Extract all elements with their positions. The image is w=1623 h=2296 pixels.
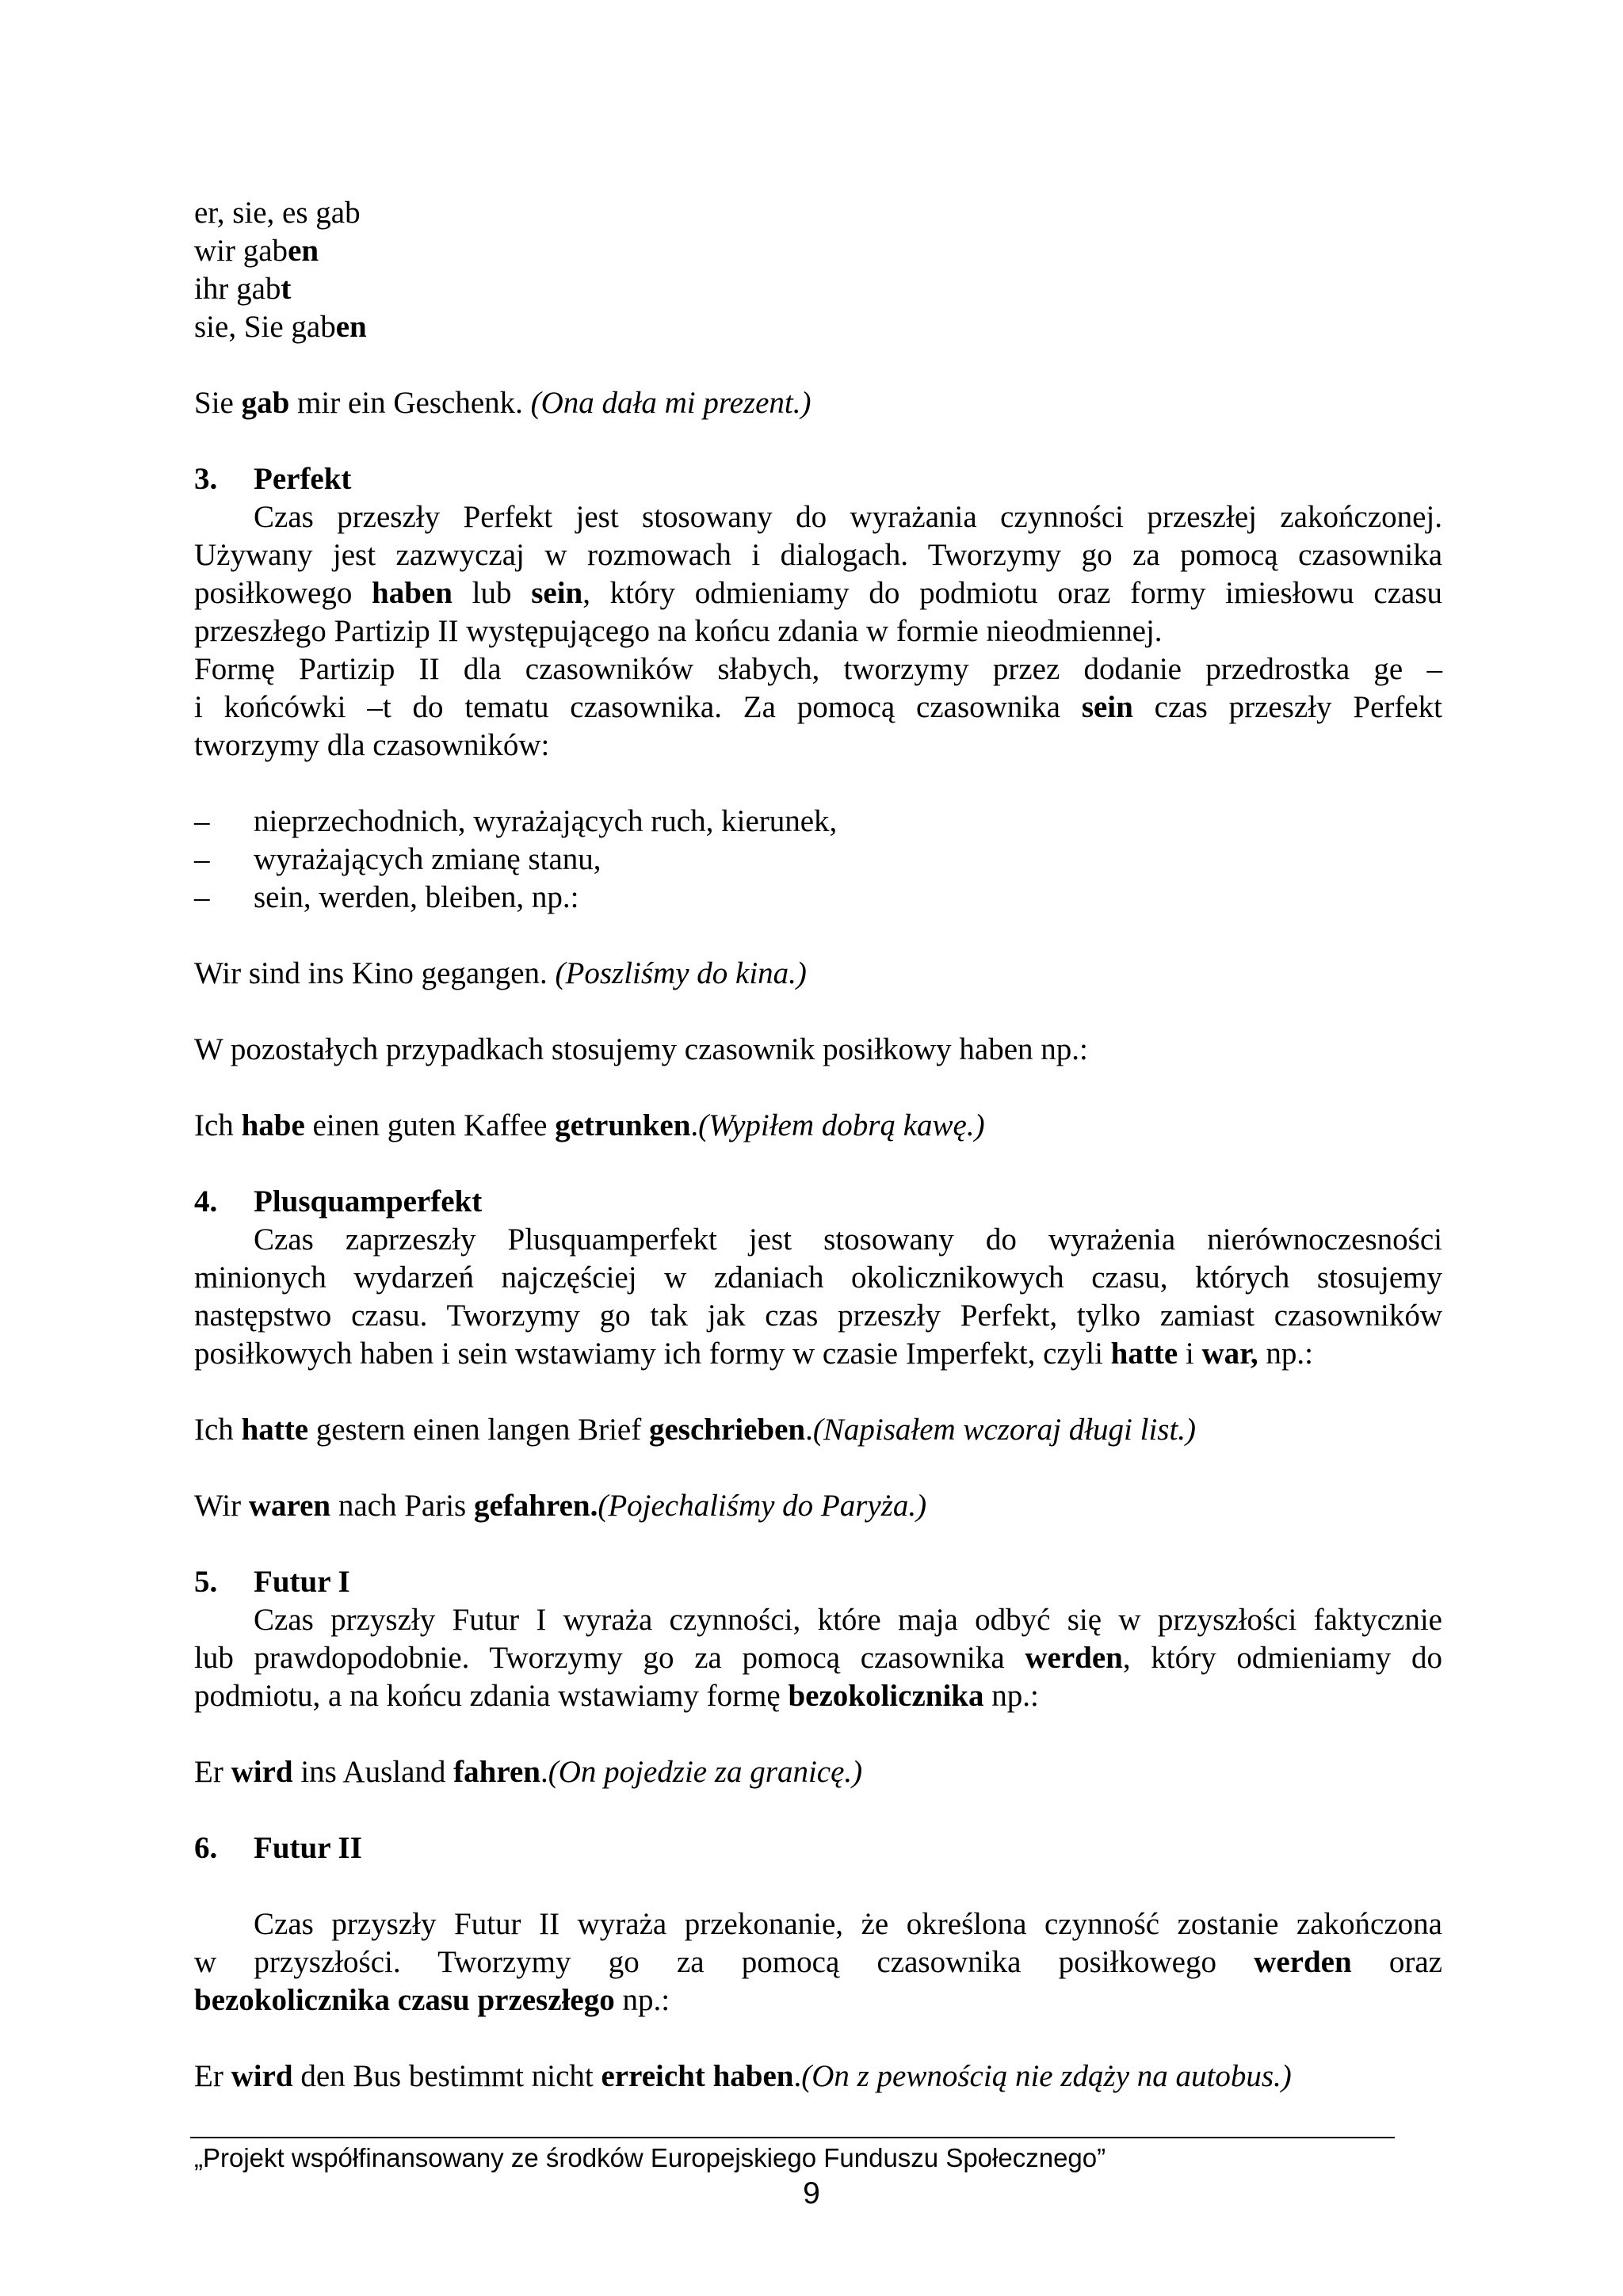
conjugation-line [194, 270, 1442, 308]
paragraph-line: Czas przyszły Futur II wyraża przekonanie, że określona czynność zostanie zakończona [254, 1907, 1442, 1941]
ending: t [281, 272, 292, 306]
dash-bullet: – [194, 804, 210, 838]
paragraph-line: Czas przyszły Futur I wyraża czynności, które maja odbyć się w przyszłości faktycznie [254, 1603, 1442, 1637]
translation: (Napisałem wczoraj długi list.) [812, 1413, 1197, 1447]
conjugation-line [194, 194, 1442, 232]
example-sentence: Wir waren nach Paris gefahren.(Pojechaliśmy do Paryża.) [194, 1489, 927, 1523]
paragraph-line: i końcówki –t do tematu czasownika. Za pomocą czasownika sein czas przeszły Perfekt [194, 690, 1442, 724]
example-sentence: Sie gab mir ein Geschenk. (Ona dała mi prezent.) [194, 386, 812, 420]
paragraph-line: Czas przeszły Perfekt jest stosowany do wyrażania czynności przeszłej zakończonej. [254, 500, 1442, 534]
list-item: – nieprzechodnich, wyrażających ruch, kierunek, [194, 803, 1442, 841]
paragraph-line: tworzymy dla czasowników: [194, 728, 550, 762]
paragraph-line: posiłkowego haben lub sein, który odmieniamy do podmiotu oraz formy imiesłowu czasu [194, 576, 1442, 610]
paragraph-line: lub prawdopodobnie. Tworzymy go za pomocą czasownika werden, który odmieniamy do [194, 1641, 1442, 1675]
section-heading-perfekt: 3. Perfekt [194, 462, 352, 496]
paragraph-line: Czas zaprzeszły Plusquamperfekt jest stosowany do wyrażenia nierównoczesności [254, 1222, 1442, 1257]
list-item: – sein, werden, bleiben, np.: [194, 879, 1442, 917]
section-heading-futur-1: 5. Futur I [194, 1565, 350, 1599]
list-item: – wyrażających zmianę stanu, [194, 841, 1442, 879]
ending: en [288, 234, 319, 268]
ending: en [335, 310, 367, 344]
footer-note: „Projekt współfinansowany ze środków Europejskiego Funduszu Społecznego” [194, 2143, 1106, 2172]
paragraph-line: następstwo czasu. Tworzymy go tak jak czas przeszły Perfekt, tylko zamiast czasowników [194, 1299, 1442, 1333]
paragraph-line: podmiotu, a na końcu zdania wstawiamy formę bezokolicznika np.: [194, 1679, 1039, 1713]
page-number: 9 [803, 2176, 820, 2210]
example-sentence: Ich hatte gestern einen langen Brief geschrieben.(Napisałem wczoraj długi list.) [194, 1413, 1197, 1447]
section-heading-futur-2: 6. Futur II [194, 1831, 362, 1865]
conjugation-table [194, 194, 1442, 346]
dash-bullet: – [194, 842, 210, 876]
dash-bullet: – [194, 880, 210, 914]
paragraph-line: w przyszłości. Tworzymy go za pomocą czasownika posiłkowego werden oraz [194, 1945, 1442, 1979]
dash-list [194, 803, 1442, 917]
paragraph-line: minionych wydarzeń najczęściej w zdaniach okolicznikowych czasu, których stosujemy [194, 1261, 1442, 1295]
page-content [194, 194, 1442, 2096]
text: er, sie, es gab [194, 196, 361, 230]
example-sentence: Ich habe einen guten Kaffee getrunken.(Wypiłem dobrą kawę.) [194, 1108, 985, 1142]
translation: (Pojechaliśmy do Paryża.) [598, 1489, 927, 1523]
translation: (Ona dała mi prezent.) [530, 386, 812, 420]
text: ihr gab [194, 272, 281, 306]
translation: (On z pewnością nie zdąży na autobus.) [801, 2059, 1292, 2093]
text: sie, Sie gab [194, 310, 336, 344]
footer-divider [190, 2137, 1395, 2138]
paragraph-line: posiłkowych haben i sein wstawiamy ich formy w czasie Imperfekt, czyli hatte i war, np.: [194, 1337, 1313, 1371]
example-sentence: Er wird den Bus bestimmt nicht erreicht haben.(On z pewnością nie zdąży na autobus.) [194, 2059, 1292, 2093]
example-sentence: Er wird ins Ausland fahren.(On pojedzie za granicę.) [194, 1755, 863, 1789]
paragraph-line: Używany jest zazwyczaj w rozmowach i dialogach. Tworzymy go za pomocą czasownika [194, 538, 1442, 572]
translation: (Wypiłem dobrą kawę.) [698, 1108, 985, 1142]
example-sentence: Wir sind ins Kino gegangen. (Poszliśmy do kina.) [194, 956, 807, 990]
translation: (Poszliśmy do kina.) [555, 956, 807, 990]
section-heading-plusquamperfekt: 4. Plusquamperfekt [194, 1184, 483, 1219]
paragraph-line: bezokolicznika czasu przeszłego np.: [194, 1983, 670, 2017]
conjugation-line [194, 308, 1442, 346]
paragraph-line: Formę Partizip II dla czasowników słabych, tworzymy przez dodanie przedrostka ge – [194, 652, 1442, 686]
text: wir gab [194, 234, 288, 268]
paragraph-line: przeszłego Partizip II występującego na końcu zdania w formie nieodmiennej. [194, 614, 1163, 648]
translation: (On pojedzie za granicę.) [548, 1755, 863, 1789]
conjugation-line [194, 232, 1442, 270]
paragraph-line: W pozostałych przypadkach stosujemy czasownik posiłkowy haben np.: [194, 1032, 1088, 1066]
